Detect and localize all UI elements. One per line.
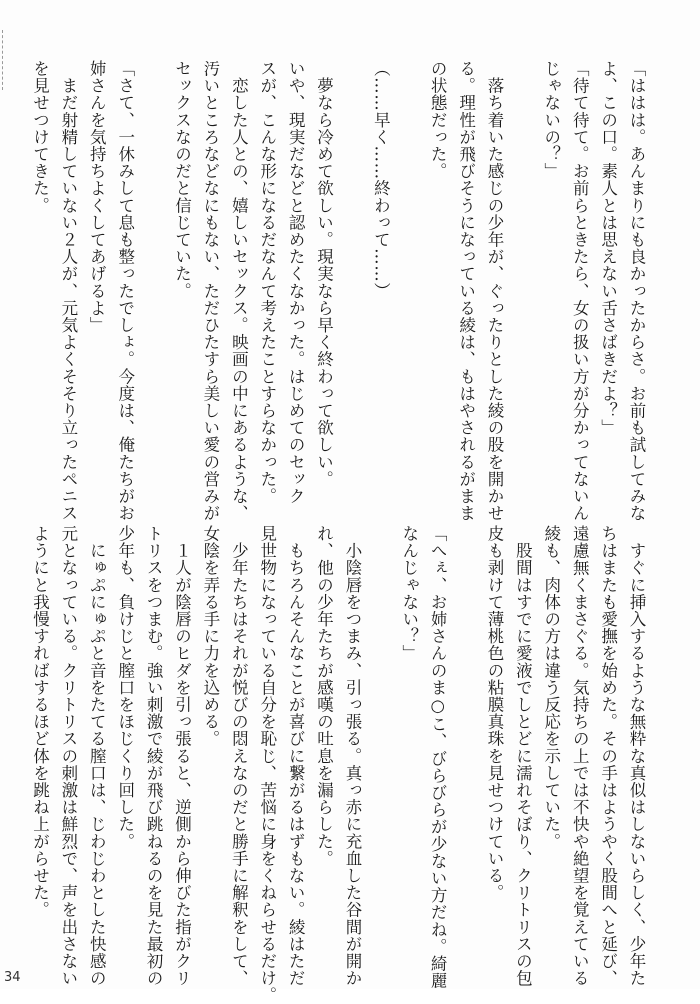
upper-text-line: 「待て待て。お前らときたら、女の扱い方が分かってないん (570, 60, 590, 522)
upper-text-line: セックスなのだと信じていた。 (172, 60, 192, 300)
lower-text-line (451, 525, 479, 920)
upper-text-line: 落ち着いた感じの少年が、ぐったりとした綾の股を開かせ (484, 60, 504, 522)
upper-text-line: じゃないの？」 (541, 60, 561, 180)
upper-text-line: よ、この口。素人とは思えない舌さばきだよ？」 (598, 60, 618, 437)
lower-text-line: れ、他の少年たちが感嘆の吐息を漏らした。 (314, 525, 334, 867)
lower-text-line: １人が陰唇のヒダを引っ張ると、逆側から伸びた指がクリ (172, 525, 192, 987)
upper-text-line: 夢なら冷めて欲しい。現実なら早く終わって欲しい。 (314, 60, 334, 488)
page-number: 34 (4, 970, 21, 985)
upper-text-line: る。理性が飛びそうになっている綾は、もはやされるがまま (456, 60, 476, 522)
upper-text-line: を見せつけてきた。 (30, 60, 50, 214)
upper-text-line (338, 60, 366, 490)
upper-text-line (394, 60, 422, 490)
upper-text-line: 姉さんを気持ちよくしてあげるよ」 (87, 60, 107, 334)
lower-text-line: なんじゃない？」 (399, 525, 419, 662)
upper-text-line: の状態だった。 (428, 60, 448, 180)
upper-text-line: スが、こんな形になるだなんて考えたことすらなかった。 (257, 60, 277, 505)
upper-text-line: （……早く……終わって……） (371, 60, 391, 300)
lower-text-line: 遠慮無くまさぐる。気持ちの上では不快や絶望を覚えている (570, 525, 590, 987)
lower-text-line: トリスをつまむ。強い刺激で綾が飛び跳ねるのを見た最初の (144, 525, 164, 987)
lower-text-line: にゅぷにゅぷと音をたてる膣口は、じわじわとした快感の (87, 525, 107, 987)
lower-text-line: すぐに挿入するような無粋な真似はしないらしく、少年た (627, 525, 646, 987)
lower-text-line: 皮も剥けて薄桃色の粘膜真珠を見せつけている。 (484, 525, 504, 902)
lower-text-block (30, 525, 650, 1004)
upper-text-line: 「さて、一休みして息も整ったでしょ。今度は、俺たちがお (115, 60, 135, 522)
upper-text-line (508, 60, 536, 490)
lower-text-line: 綾も、肉体の方は違う反応を示していた。 (541, 525, 561, 850)
upper-text-line (139, 60, 167, 490)
lower-text-line: 「へぇ、お姉さんのま○こ、びらびらが少ない方だね。綺麗 (428, 525, 448, 990)
lower-text-line (366, 525, 394, 920)
binding-edge-mark (2, 30, 5, 90)
upper-text-line: 汚いところなどなにもない、ただひたすら美しい愛の営みが (200, 60, 220, 522)
lower-text-line: ちはまたも愛撫を始めた。その手はようやく股間へと延び、 (598, 525, 618, 987)
lower-text-line: もちろんそんなことが喜びに繋がるはずもない。綾はただ (286, 525, 306, 987)
lower-text-line: 元となっている。クリトリスの刺激は鮮烈で、声を出さない (58, 525, 78, 987)
lower-text-line: 少年も、負けじと膣口をほじくり回した。 (115, 525, 135, 850)
upper-text-block (30, 60, 650, 522)
upper-text-line: 恋した人との、嬉しいセックス。映画の中にあるような、 (229, 60, 249, 522)
upper-text-line: 「ははは。あんまりにも良かったからさ。お前も試してみな (627, 60, 646, 522)
lower-text-line: 女陰を弄る手に力を込める。 (200, 525, 220, 748)
lower-text-line: ようにと我慢すればするほど体を跳ね上がらせた。 (30, 525, 50, 919)
upper-text-line: まだ射精していない２人が、元気よくそそり立ったペニス (58, 60, 78, 522)
upper-text-line: いや、現実だなどと認めたくなかった。はじめてのセック (286, 60, 306, 505)
lower-text-line: 股間はすでに愛液でしとどに濡れそぼり、クリトリスの包 (513, 525, 533, 987)
lower-text-line: 見世物になっている自分を恥じ、苦悩に身をくねらせるだけ。 (257, 525, 277, 1004)
lower-text-line: 小陰唇をつまみ、引っ張る。真っ赤に充血した谷間が開か (342, 525, 362, 987)
lower-text-line: 少年たちはそれが悦びの悶えなのだと勝手に解釈をして、 (229, 525, 249, 987)
